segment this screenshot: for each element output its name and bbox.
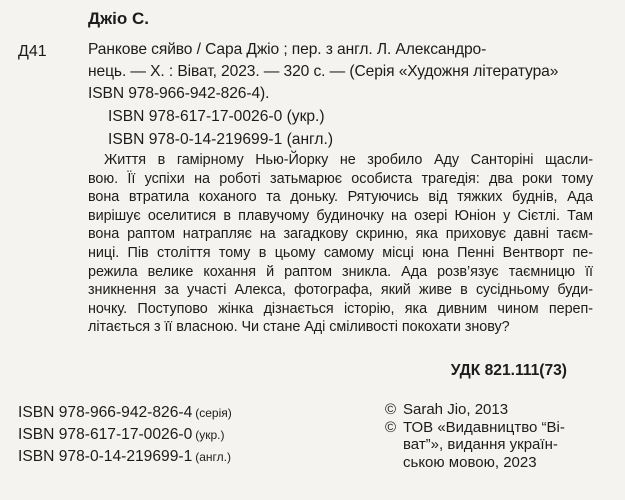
author-heading: Джіо С. — [88, 9, 149, 28]
isbn-list-top — [108, 105, 333, 151]
annotation-line: режила велике кохання й раптом зникла. Ада розв’язує таємницю її — [88, 263, 593, 280]
isbn-note: (укр.) — [195, 428, 225, 442]
isbn-row — [18, 402, 232, 424]
isbn-number: ISBN 978-966-942-826-4 — [18, 404, 193, 421]
copyright-text: ТОВ «Видавництво “Ві- — [403, 418, 565, 436]
isbn-note: (англ.) — [195, 450, 231, 464]
bibliographic-line: Ранкове сяйво / Сара Джіо ; пер. з англ. Л. Александро- — [88, 41, 487, 58]
bibliographic-description — [88, 39, 593, 105]
annotation-line: вою. Її успіхи на роботі затьмарює особиста трагедія: два роки тому — [88, 170, 593, 187]
bibliographic-line: ISBN 978-966-942-826-4). — [88, 85, 270, 102]
copyright-block — [385, 401, 605, 471]
isbn-number: ISBN 978-0-14-219699-1 — [18, 448, 193, 465]
copyright-symbol: © — [385, 401, 397, 418]
copyright-row — [385, 401, 605, 419]
annotation — [88, 151, 593, 337]
udk-code: УДК 821.111(73) — [450, 362, 567, 379]
annotation-line: ниці. Пів століття тому в цьому самому місці юна Пенні Вентворт пе- — [88, 244, 593, 261]
isbn-list-bottom — [18, 402, 232, 468]
bibliographic-line: нець. — Х. : Віват, 2023. — 320 с. — (Серія «Художня література» — [88, 63, 559, 80]
copyright-text: ват”», видання україн- — [403, 436, 558, 453]
copyright-symbol: © — [385, 418, 397, 436]
annotation-line: вона раптом натрапляє на загадкову скриню, яка приховує давні таєм- — [88, 226, 593, 243]
copyright-text: Sarah Jio, 2013 — [403, 401, 509, 418]
copyright-text: ською мовою, 2023 — [403, 453, 537, 471]
isbn-note: (серія) — [195, 406, 232, 420]
copyright-row — [385, 419, 605, 437]
isbn-number: ISBN 978-617-17-0026-0 — [18, 426, 193, 443]
annotation-line: ночку. Поступово жінка дізнається історію, яка дивним чином переп- — [88, 300, 593, 317]
isbn-line: ISBN 978-0-14-219699-1 (англ.) — [108, 131, 334, 148]
isbn-line: ISBN 978-617-17-0026-0 (укр.) — [108, 108, 325, 125]
classification-code: Д41 — [18, 43, 47, 60]
annotation-line: літається з її власною. Чи стане Аді сміливості покохати знову? — [88, 319, 510, 336]
annotation-line: вона втратила коханого та доньку. Рятуючись від тяжких буднів, Ада — [88, 189, 593, 206]
isbn-row — [18, 424, 232, 446]
annotation-line: вирішує оселитися в плавучому будиночку на озері Юніон у Сієтлі. Там — [88, 207, 593, 224]
isbn-row — [18, 446, 232, 468]
annotation-line: Життя в гамірному Нью-Йорку не зробило Аду Санторіні щасли- — [104, 152, 593, 168]
annotation-line: зникнення за участі Алекса, фотографа, який живе в сусідньому буди- — [88, 282, 593, 299]
